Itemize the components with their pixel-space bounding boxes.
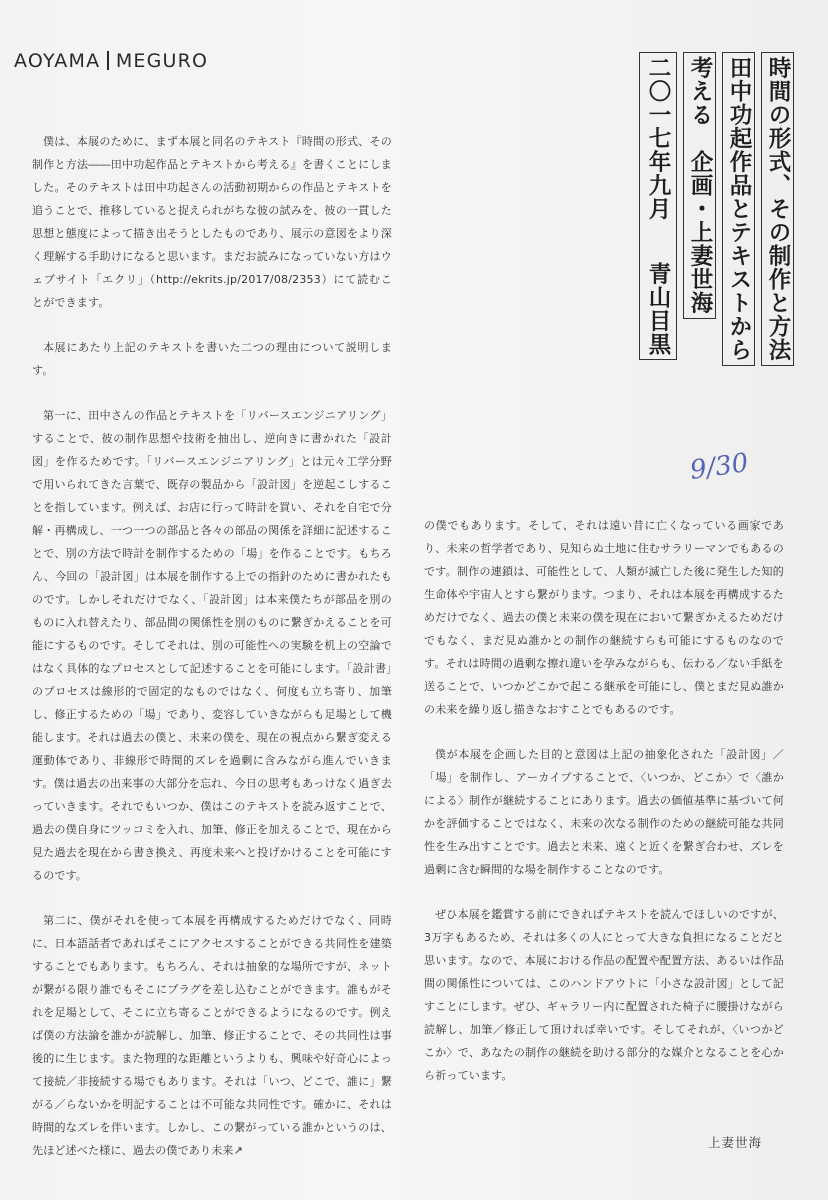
title-venue: 青山目黒 (645, 262, 671, 356)
author-signature: 上妻世海 (707, 1135, 762, 1150)
date-venue-column (639, 52, 677, 360)
paragraph: 第一に、田中さんの作品とテキストを「リバースエンジニアリング」することで、彼の制作思想や技術を抽出し、逆向きに書かれた「設計図」を作るためです。「リバースエンジニアリング」とは元々工学分野で用いられてきた言葉で、既存の製品から「設計図」を逆起こしすることを指しています。例えば、お店に行って時計を買い、それを自宅で分解・再構成し、一つ一つの部品と各々の部品の関係を詳細に記述することで、別の方法で時計を制作するための「場」を作ることです。もちろん、今回の「設計図」は本展を制作する上での指針のために書かれたものです。しかしそれだけでなく、「設計図」は本来僕たちが部品を別のものに入れ替えたり、部品間の関係性を別のものに繋ぎかえることを可能にするものです。そしてそれは、別の可能性への実験を机上の空論ではなく具体的なプロセスとして記述することを可能にします。「設計書」のプロセスは線形的で固定的なものではなく、何度も立ち寄り、加筆し、修正するための「場」であり、変容していきながらも足場として機能します。それは過去の僕と、未来の僕を、現在の視点から繋ぎ変える運動体であり、非線形で時間的ズレを過剰に含みながら進んでいきます。僕は過去の出来事の大部分を忘れ、今日の思考もあっけなく過ぎ去っていきます。それでもいつか、僕はこのテキストを読み返すことで、過去の僕自身にツッコミを入れ、加筆、修正を加えることで、現在から見た過去を現在から書き換え、再度未来へと投げかけることを可能にするのです。 (32, 409, 392, 882)
title-line-3: 考える 企画・上妻世海 (683, 52, 716, 319)
title-line-1: 時間の形式、その制作と方法 (761, 52, 794, 366)
paragraph: ぜひ本展を鑑賞する前にできればテキストを読んでほしいのですが、3万字もあるため、それは多くの人にとって大きな負担になることだと思います。なので、本展における作品の配置や配置方法、あるいは作品間の関係性については、このハンドアウトに「小さな設計図」として記すことにします。ぜひ、ギャラリー内に配置された椅子に腰掛けながら読解し、加筆／修正して頂ければ幸いです。そしてそれが、〈いつかどこか〉で、あなたの制作の継続を助ける部分的な媒介となることを心から祈っています。 (424, 908, 784, 1082)
brand-aoyama: AOYAMA (14, 50, 101, 72)
handwritten-date-note: 9/30 (688, 448, 751, 486)
title-line-2: 田中功起作品とテキストから (722, 52, 755, 366)
paragraph: 僕が本展を企画した目的と意図は上記の抽象化された「設計図」／「場」を制作し、アーカイブすることで、〈いつか、どこか〉で〈誰かによる〉制作が継続することにあります。過去の価値基準に基づいて何かを評価することではなく、未来の次なる制作のための継続可能な共同性を生み出すことです。過去と未来、遠くと近くを繋ぎ合わせ、ズレを過剰に含む瞬間的な場を制作することなのです。 (424, 748, 784, 876)
title-date: 二〇一七年九月 (645, 56, 671, 221)
body-column-left (32, 130, 392, 1184)
paragraph: の僕でもあります。そして、それは遠い昔に亡くなっている画家であり、未来の哲学者であり、見知らぬ土地に住むサラリーマンでもあるのです。制作の連鎖は、可能性として、人類が滅亡した後に発生した知的生命体や宇宙人とすら繋がります。つまり、それは本展を再構成するためだけでなく、過去の僕と未来の僕を現在において繋ぎかえるためだけでもなく、まだ見ぬ誰かとの制作の継続すらも可能にするものなのです。それは時間の過剰な擦れ違いを孕みながらも、伝わる／ない手紙を送ることで、いつかどこかで起こる継承を可能にし、僕とまだ見ぬ誰かの未来を繰り返し描きなおすことでもあるのです。 (424, 519, 784, 716)
paragraph: 第二に、僕がそれを使って本展を再構成するためだけでなく、同時に、日本語話者であればそこにアクセスすることができる共同性を建築することでもあります。もちろん、それは抽象的な場所ですが、ネットが繋がる限り誰でもそこにプラグを差し込むことができます。誰もがそれを足場として、そこに立ち寄ることができるようになるのです。例えば僕の方法論を誰かが読解し、加筆、修正することで、その共同性は事後的に生じます。また物理的な距離というよりも、興味や好奇心によって接続／非接続する場でもあります。それは「いつ、どこで、誰に」繋がる／らないかを明記することは不可能な共同性です。確かに、それは時間的なズレを伴います。しかし、この繋がっている誰かというのは、先ほど述べた様に、過去の僕であり未来↗ (32, 914, 392, 1157)
brand-meguro: MEGURO (115, 50, 209, 72)
brand-divider (107, 51, 109, 70)
paragraph: 本展にあたり上記のテキストを書いた二つの理由について説明します。 (32, 341, 392, 377)
vertical-title-block (639, 52, 794, 408)
body-column-right (424, 514, 784, 1109)
brand-logo (14, 50, 208, 72)
paragraph: 僕は、本展のために、まず本展と同名のテキスト『時間の形式、その制作と方法――田中功起作品とテキストから考える』を書くことにしました。そのテキストは田中功起さんの活動初期からの作品とテキストを追うことで、推移していると捉えられがちな彼の試みを、彼の一貫した思想と態度によって描き出そうとしたものであり、展示の意図をより深く理解する手助けになると思います。まだお読みになっていない方はウェブサイト「エクリ」（http://ekrits.jp/2017/08/2353）にて読むことができます。 (32, 135, 392, 309)
